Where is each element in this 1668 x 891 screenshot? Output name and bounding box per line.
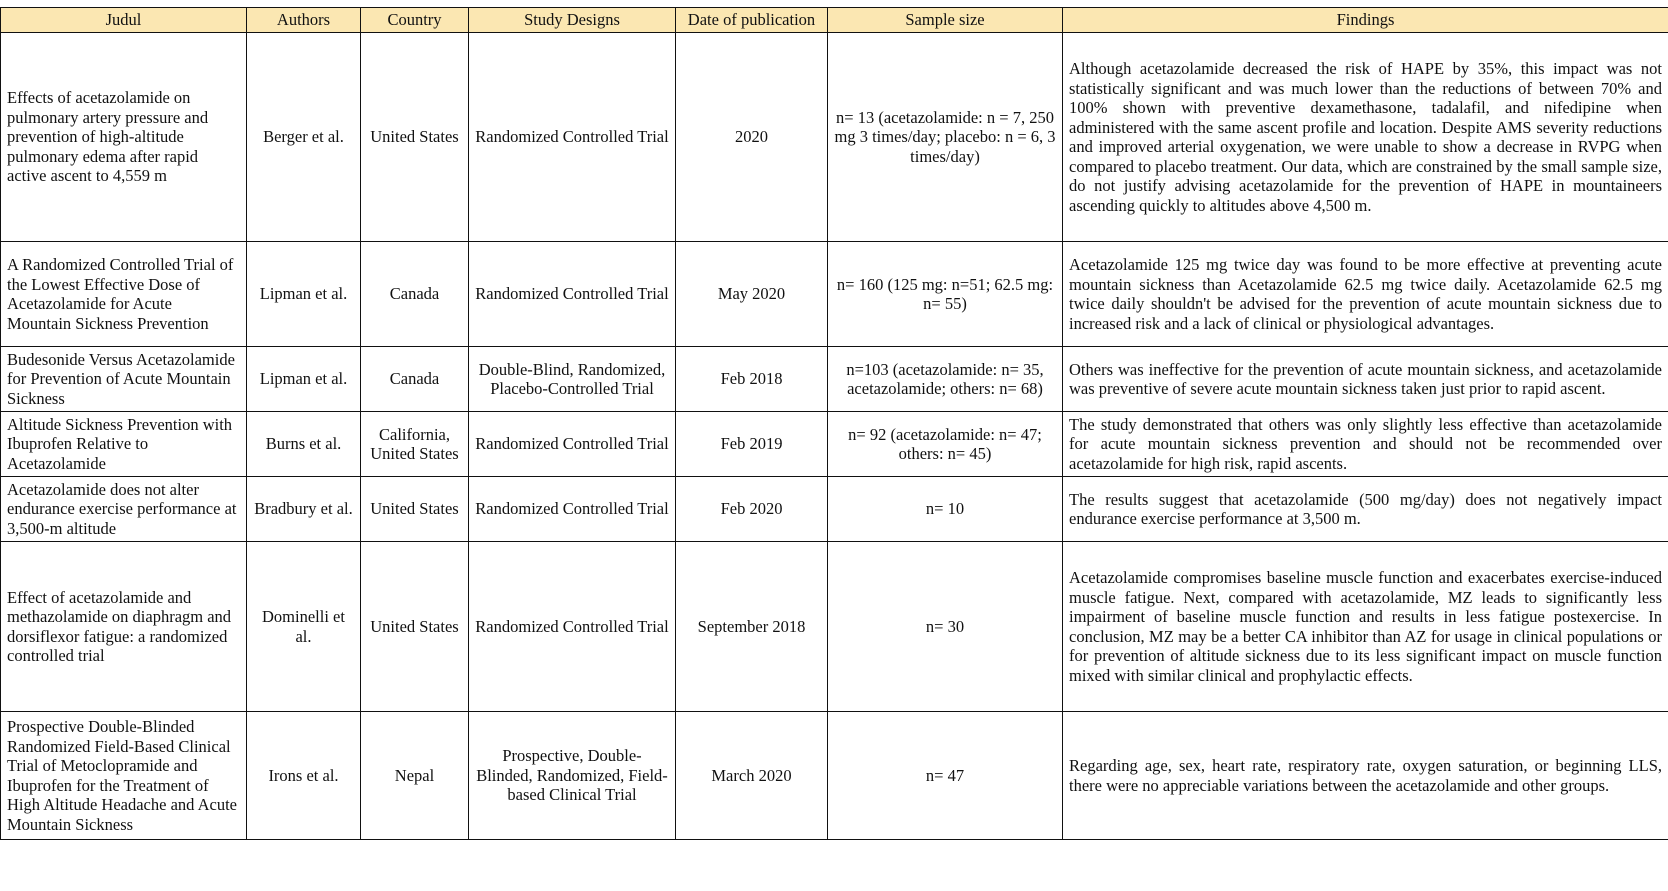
cell-date: May 2020: [676, 242, 828, 347]
table-header-row: [1, 8, 1668, 33]
cell-sample-size: n=103 (acetazolamide: n= 35, acetazolamide; others: n= 68): [828, 347, 1063, 412]
header-date: Date of publication: [676, 8, 828, 33]
cell-country: United States: [361, 33, 469, 242]
study-table-container: [0, 7, 1668, 840]
cell-country: Canada: [361, 242, 469, 347]
cell-country: United States: [361, 477, 469, 542]
cell-authors: Burns et al.: [247, 412, 361, 477]
cell-findings: Acetazolamide 125 mg twice day was found to be more effective at preventing acute mountain sickness than Acetazolamide 62.5 mg twice daily. Acetazolamide 62.5 mg twice daily shouldn't be advised for the prevention of acute mountain sickness due to increased risk and a lack of clinical or physiological advantages.: [1063, 242, 1668, 347]
cell-country: United States: [361, 542, 469, 712]
cell-title: Prospective Double-Blinded Randomized Field-Based Clinical Trial of Metoclopramide and Ibuprofen for the Treatment of High Altitude Headache and Acute Mountain Sickness: [1, 712, 247, 840]
cell-date: March 2020: [676, 712, 828, 840]
cell-title: Effects of acetazolamide on pulmonary artery pressure and prevention of high-altitude pulmonary edema after rapid active ascent to 4,559 m: [1, 33, 247, 242]
header-sample-size: Sample size: [828, 8, 1063, 33]
cell-date: Feb 2018: [676, 347, 828, 412]
cell-findings: Others was ineffective for the prevention of acute mountain sickness, and acetazolamide was preventive of severe acute mountain sickness taken just prior to rapid ascent.: [1063, 347, 1668, 412]
cell-study-design: Prospective, Double-Blinded, Randomized, Field-based Clinical Trial: [469, 712, 676, 840]
cell-country: California, United States: [361, 412, 469, 477]
cell-date: September 2018: [676, 542, 828, 712]
cell-study-design: Double-Blind, Randomized, Placebo-Controlled Trial: [469, 347, 676, 412]
cell-country: Nepal: [361, 712, 469, 840]
cell-country: Canada: [361, 347, 469, 412]
cell-authors: Berger et al.: [247, 33, 361, 242]
cell-study-design: Randomized Controlled Trial: [469, 477, 676, 542]
cell-title: Effect of acetazolamide and methazolamide on diaphragm and dorsiflexor fatigue: a randomized controlled trial: [1, 542, 247, 712]
cell-findings: Although acetazolamide decreased the risk of HAPE by 35%, this impact was not statistically significant and was much lower than the reductions of between 70% and 100% shown with preventive dexamethasone, tadalafil, and nifedipine when administered with the same ascent profile and location. Despite AMS severity reductions and improved arterial oxygenation, we were unable to show a decrease in RVPG when compared to placebo treatment. Our data, which are constrained by the small sample size, do not justify advising acetazolamide for the prevention of HAPE in mountaineers ascending quickly to altitudes above 4,500 m.: [1063, 33, 1668, 242]
table-row: [1, 477, 1668, 542]
cell-findings: The study demonstrated that others was only slightly less effective than acetazolamide for acute mountain sickness prevention and should not be recommended over acetazolamide for high risk, rapid ascents.: [1063, 412, 1668, 477]
cell-sample-size: n= 92 (acetazolamide: n= 47; others: n= 45): [828, 412, 1063, 477]
cell-title: A Randomized Controlled Trial of the Lowest Effective Dose of Acetazolamide for Acute Mountain Sickness Prevention: [1, 242, 247, 347]
header-findings: Findings: [1063, 8, 1668, 33]
cell-findings: Acetazolamide compromises baseline muscle function and exacerbates exercise-induced muscle fatigue. Next, compared with acetazolamide, MZ leads to significantly less impairment of baseline muscle function and results in less fatigue postexercise. In conclusion, MZ may be a better CA inhibitor than AZ for usage in clinical populations or for prevention of altitude sickness due to its less significant impact on muscle function mixed with similar clinical and prophylactic effects.: [1063, 542, 1668, 712]
cell-authors: Dominelli et al.: [247, 542, 361, 712]
cell-sample-size: n= 47: [828, 712, 1063, 840]
cell-date: Feb 2020: [676, 477, 828, 542]
cell-authors: Irons et al.: [247, 712, 361, 840]
cell-sample-size: n= 13 (acetazolamide: n = 7, 250 mg 3 times/day; placebo: n = 6, 3 times/day): [828, 33, 1063, 242]
table-row: [1, 33, 1668, 242]
cell-title: Acetazolamide does not alter endurance exercise performance at 3,500-m altitude: [1, 477, 247, 542]
cell-title: Altitude Sickness Prevention with Ibuprofen Relative to Acetazolamide: [1, 412, 247, 477]
table-row: [1, 712, 1668, 840]
cell-study-design: Randomized Controlled Trial: [469, 542, 676, 712]
cell-study-design: Randomized Controlled Trial: [469, 33, 676, 242]
cell-date: Feb 2019: [676, 412, 828, 477]
cell-findings: Regarding age, sex, heart rate, respiratory rate, oxygen saturation, or beginning LLS, there were no appreciable variations between the acetazolamide and other groups.: [1063, 712, 1668, 840]
study-summary-table: [0, 7, 1668, 840]
cell-sample-size: n= 160 (125 mg: n=51; 62.5 mg: n= 55): [828, 242, 1063, 347]
header-country: Country: [361, 8, 469, 33]
cell-date: 2020: [676, 33, 828, 242]
cell-study-design: Randomized Controlled Trial: [469, 242, 676, 347]
table-row: [1, 542, 1668, 712]
cell-title: Budesonide Versus Acetazolamide for Prevention of Acute Mountain Sickness: [1, 347, 247, 412]
cell-sample-size: n= 30: [828, 542, 1063, 712]
header-title: Judul: [1, 8, 247, 33]
cell-study-design: Randomized Controlled Trial: [469, 412, 676, 477]
cell-authors: Lipman et al.: [247, 347, 361, 412]
header-authors: Authors: [247, 8, 361, 33]
cell-authors: Bradbury et al.: [247, 477, 361, 542]
cell-findings: The results suggest that acetazolamide (500 mg/day) does not negatively impact endurance exercise performance at 3,500 m.: [1063, 477, 1668, 542]
cell-authors: Lipman et al.: [247, 242, 361, 347]
table-row: [1, 412, 1668, 477]
table-row: [1, 347, 1668, 412]
cell-sample-size: n= 10: [828, 477, 1063, 542]
header-study-design: Study Designs: [469, 8, 676, 33]
table-row: [1, 242, 1668, 347]
